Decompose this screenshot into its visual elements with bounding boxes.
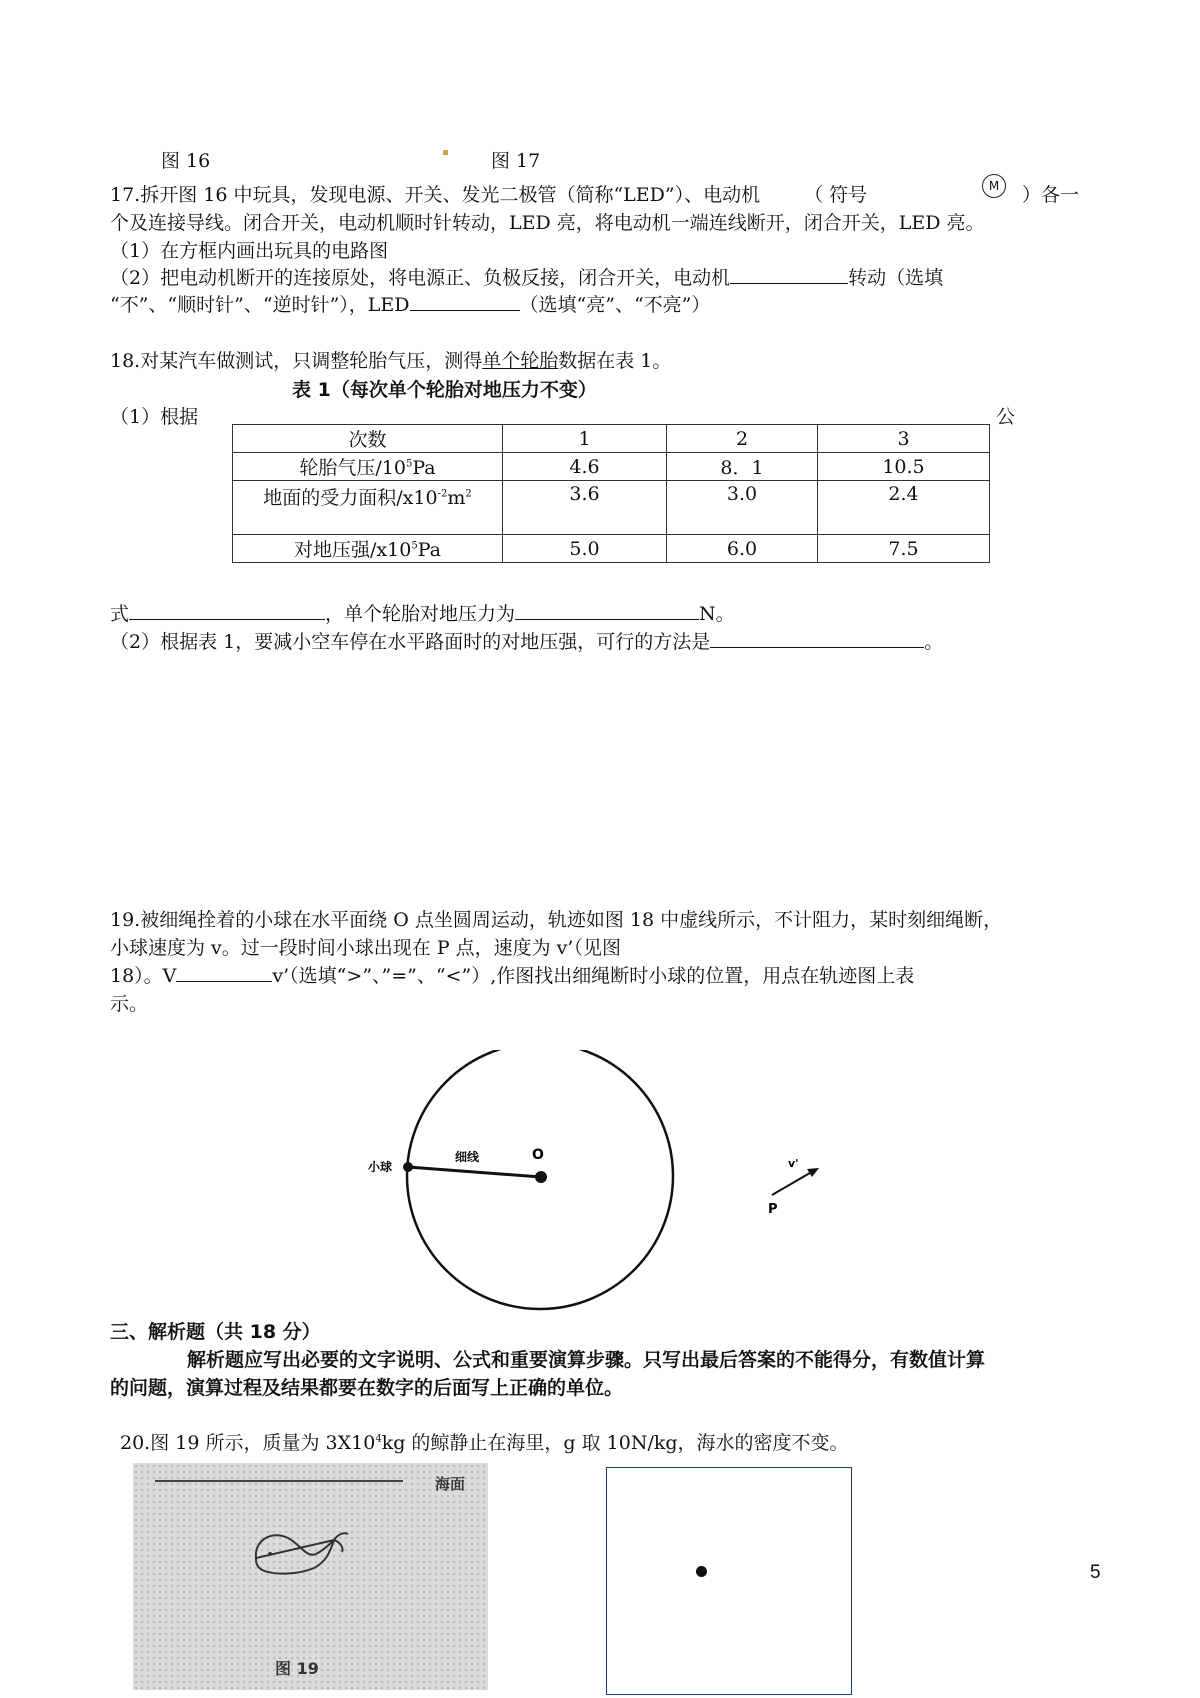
table-cell: 6.0 [667, 535, 818, 563]
velocity-arrow [772, 1170, 815, 1195]
q17-line1: 17.拆开图 16 中玩具，发现电源、开关、发光二极管（简称“LED”）、电动机 （ 符号 [110, 184, 868, 206]
table-row-label: 对地压强$/x10^5Pa$ [233, 535, 503, 563]
table-cell: 3.6 [503, 481, 667, 535]
q19-line4: 示。 [110, 993, 149, 1015]
table-cell: 4.6 [503, 453, 667, 481]
string-label: 细线 [455, 1150, 480, 1164]
q20-text: 20.图 19 所示，质量为 $3X10^4kg$ 的鲸静止在海里，g 取 10N/kg，海水的密度不变。 [120, 1432, 849, 1454]
q18-part1-label: （1）根据 [110, 406, 199, 428]
figure-16-label: 图 16 [161, 150, 211, 172]
figure-18-diagram [360, 1050, 840, 1315]
table-header-row [233, 425, 990, 453]
q19-line1: 19.被细绳拴着的小球在水平面绕 O 点坐圆周运动，轨迹如图 18 中虚线所示，不计阻力，某时刻细绳断， [110, 909, 1003, 931]
table-header-cell: 3 [818, 425, 990, 453]
section3-desc1: 解析题应写出必要的文字说明、公式和重要演算步骤。只写出最后答案的不能得分，有数值计算 [187, 1349, 986, 1371]
table-row [233, 535, 990, 563]
q19-line3: 18）。V v’（选填“>”、”=”、“<”）,作图找出细绳断时小球的位置，用点在轨迹图上表 [110, 965, 915, 987]
object-dot [696, 1566, 707, 1577]
table-cell: 2.4 [818, 481, 990, 535]
table-row-label: 轮胎气压$/10^5Pa$ [233, 453, 503, 481]
data-table [232, 424, 990, 563]
answer-blank[interactable] [129, 601, 325, 620]
table-cell: 5.0 [503, 535, 667, 563]
table-cell: 7.5 [818, 535, 990, 563]
answer-blank[interactable] [515, 601, 699, 620]
table-header-cell: 次数 [233, 425, 503, 453]
center-dot [535, 1171, 547, 1183]
p-label: P [768, 1202, 778, 1217]
figure-19-caption: 图 19 [275, 1659, 319, 1678]
answer-blank[interactable] [176, 963, 272, 982]
v-prime-label: v' [788, 1157, 799, 1170]
q19-line2: 小球速度为 v。过一段时间小球出现在 P 点，速度为 v’（见图 [110, 937, 621, 959]
table-header-cell: 1 [503, 425, 667, 453]
whale-icon [238, 1518, 358, 1598]
table-cell: 3.0 [667, 481, 818, 535]
answer-blank[interactable] [730, 265, 848, 284]
table-row [233, 453, 990, 481]
force-diagram-box [606, 1467, 852, 1695]
table-cell: 10.5 [818, 453, 990, 481]
center-label: O [532, 1147, 544, 1163]
q18-formula-line: 式 ，单个轮胎对地压力为 N。 [110, 603, 735, 625]
stray-dot [443, 150, 448, 155]
figure-19-image [133, 1463, 488, 1690]
section3-heading: 三、解析题（共 18 分） [110, 1321, 321, 1343]
q17-line2: 个及连接导线。闭合开关，电动机顺时针转动，LED 亮，将电动机一端连线断开，闭合开关，LED 亮。 [110, 212, 985, 234]
table-title: 表 1（每次单个轮胎对地压力不变） [292, 379, 597, 401]
q18-part2: （2）根据表 1，要减小空车停在水平路面时的对地压强，可行的方法是 。 [110, 631, 944, 653]
motor-symbol-icon: M [982, 174, 1006, 198]
table-cell: 8．1 [667, 453, 818, 481]
q17-part1: （1）在方框内画出玩具的电路图 [110, 240, 389, 262]
table-row [233, 481, 990, 535]
q17-line1-end: ）各一 [1022, 184, 1080, 206]
q18-intro: 18.对某汽车做测试，只调整轮胎气压，测得单个轮胎数据在表 1。 [110, 350, 672, 372]
string-line [408, 1167, 541, 1177]
q17-part2-cont: “不”、“顺时针”、“逆时针”），LED （选填“亮”、“不亮”） [110, 294, 711, 316]
ball-dot [403, 1162, 413, 1172]
sea-surface-label: 海面 [435, 1475, 466, 1493]
table-row-label: 地面的受力面积$/x10^{-2}m^2$ [233, 481, 503, 535]
page-number: 5 [1090, 1562, 1101, 1583]
q18-part1-end: 公 [996, 406, 1016, 428]
table-header-cell: 2 [667, 425, 818, 453]
answer-blank[interactable] [710, 629, 924, 648]
ball-label: 小球 [368, 1160, 393, 1174]
answer-blank[interactable] [410, 292, 520, 311]
sea-surface-line [155, 1480, 403, 1482]
q17-part2: （2）把电动机断开的连接原处，将电源正、负极反接，闭合开关，电动机 转动（选填 [110, 267, 944, 289]
figure-17-label: 图 17 [491, 150, 541, 172]
section3-desc2: 的问题，演算过程及结果都要在数字的后面写上正确的单位。 [110, 1377, 624, 1399]
